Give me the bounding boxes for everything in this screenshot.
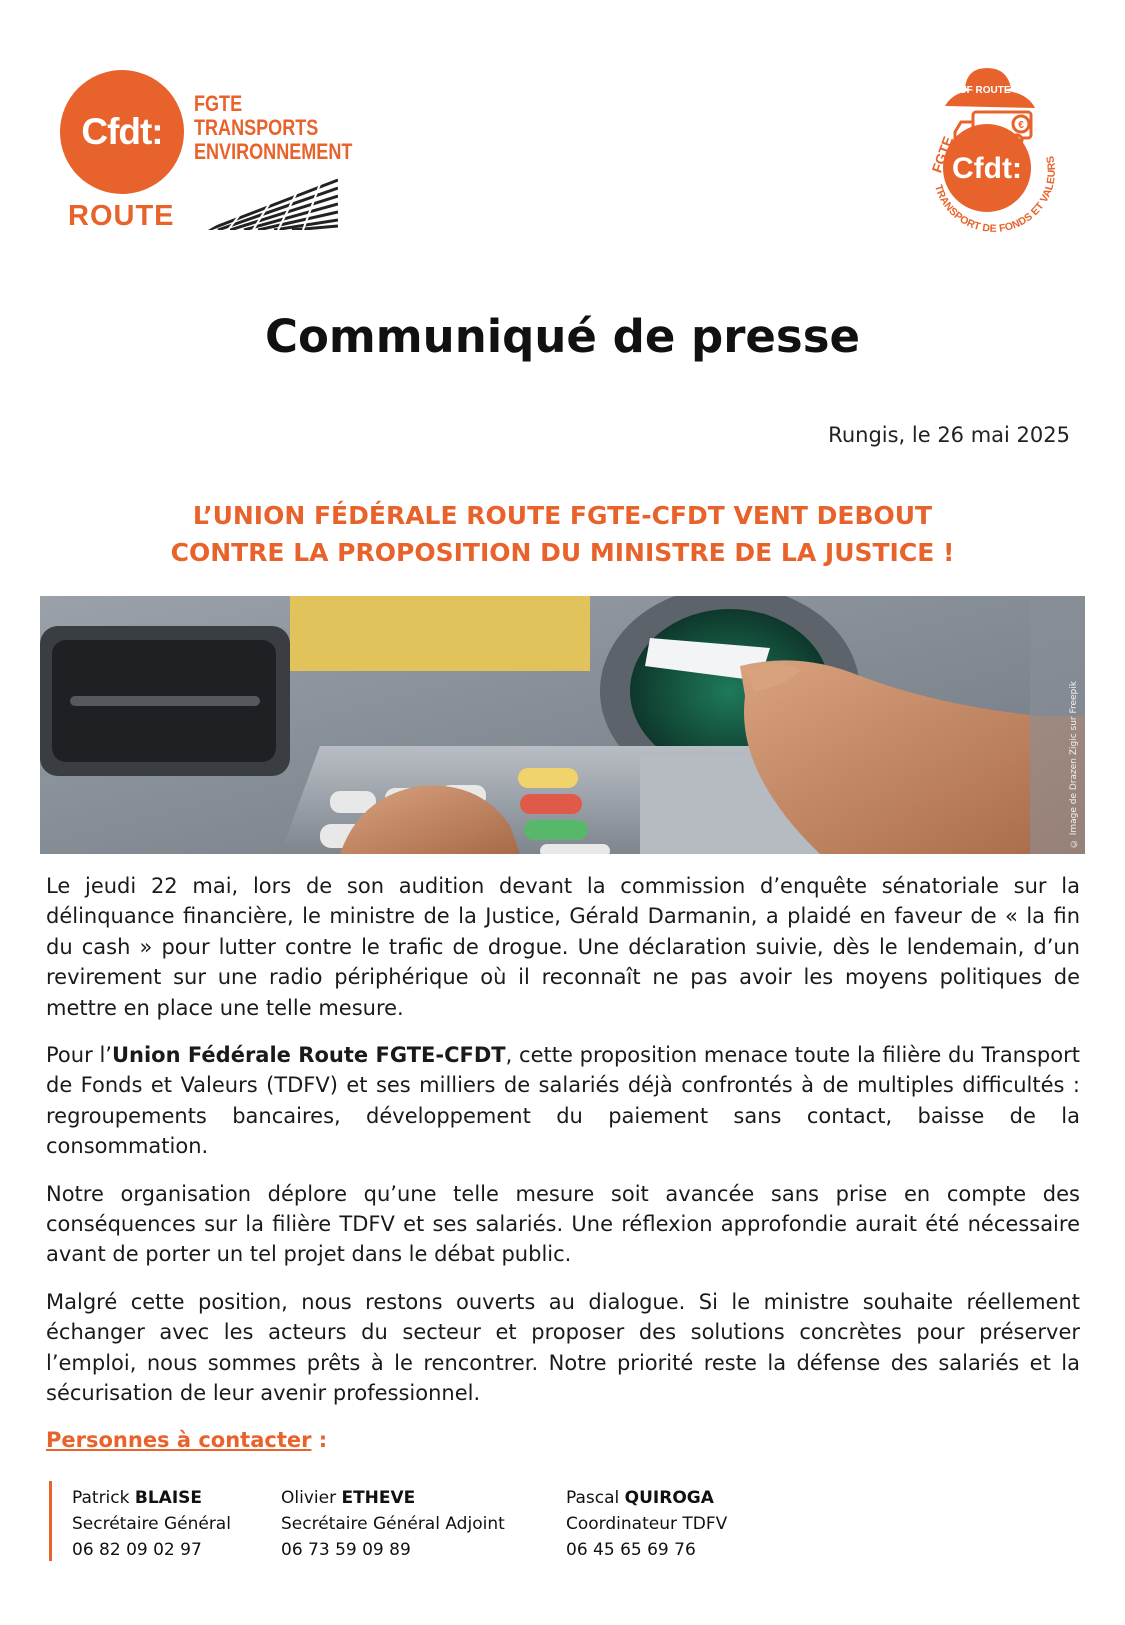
contacts-heading-text: Personnes à contacter — [46, 1428, 312, 1452]
headline-line-1: L’UNION FÉDÉRALE ROUTE FGTE-CFDT VENT DEBOUT — [192, 501, 933, 530]
uf-route-label: UF ROUTE — [959, 85, 1011, 96]
fgte-line-2: TRANSPORTS — [194, 115, 319, 140]
contacts-divider — [49, 1481, 52, 1561]
contact-card — [281, 1485, 505, 1563]
headline — [40, 497, 1085, 571]
contact-card — [566, 1485, 727, 1563]
paragraph-2-prefix: Pour l’ — [46, 1043, 112, 1068]
contact-first-name: Patrick — [72, 1488, 130, 1508]
fgte-side-label: FGTE — [928, 134, 957, 175]
contact-name — [72, 1485, 231, 1511]
contact-phone: 06 73 59 09 89 — [281, 1540, 411, 1560]
contact-phone: 06 82 09 02 97 — [72, 1540, 202, 1560]
contacts-heading-colon: : — [311, 1428, 328, 1452]
contact-phone: 06 45 65 69 76 — [566, 1540, 696, 1560]
atm-illustration — [40, 596, 1085, 854]
paragraph-3: Notre organisation déplore qu’une telle mesure soit avancée sans prise en compte des conséquences sur la filière TDFV et ses salariés. Une réflexion approfondie aurait été nécessaire avant de porter un tel projet dans le débat public. — [46, 1181, 1080, 1267]
contact-role: Secrétaire Général Adjoint — [281, 1514, 505, 1534]
contact-last-name: ETHEVE — [341, 1488, 416, 1508]
tyre-track-icon — [208, 174, 338, 230]
headline-line-2: CONTRE LA PROPOSITION DU MINISTRE DE LA JUSTICE ! — [170, 538, 955, 567]
contact-name — [566, 1485, 727, 1511]
photo-credit: © Image de Drazen Zigic sur Freepik — [1069, 680, 1079, 848]
page-title: Communiqué de presse — [264, 310, 861, 363]
fgte-line-3: ENVIRONNEMENT — [194, 139, 353, 164]
tdfv-emblem-icon — [925, 66, 1075, 236]
cfdt-circle-text: Cfdt: — [81, 111, 163, 152]
contact-card — [72, 1485, 231, 1563]
paragraph-2 — [46, 1040, 1080, 1162]
contact-first-name: Pascal — [566, 1488, 620, 1508]
contact-last-name: QUIROGA — [624, 1488, 714, 1508]
tdfv-arc-text: TRANSPORT DE FONDS ET VALEURS — [932, 154, 1058, 235]
contacts-heading — [46, 1428, 327, 1452]
contact-first-name: Olivier — [281, 1488, 337, 1508]
paragraph-4: Malgré cette position, nous restons ouverts au dialogue. Si le ministre souhaite réellement échanger avec les acteurs du secteur et proposer des solutions concrètes pour préserver l’emploi, nous sommes prêts à le rencontrer. Notre priorité reste la défense des salariés et la sécurisation de leur avenir professionnel. — [46, 1289, 1080, 1406]
paragraph-2-rest: , cette proposition menace toute la filière du Transport de Fonds et Valeurs (TDFV) et ses milliers de salariés déjà confrontés à de multiples difficultés : regroupements bancaires, développement du paiement sans contact, baisse de la consommation. — [46, 1043, 1080, 1159]
cfdt-route-logo — [58, 66, 358, 241]
svg-text:€: € — [1018, 120, 1024, 131]
contact-role: Coordinateur TDFV — [566, 1514, 728, 1534]
route-label: ROUTE — [68, 200, 175, 232]
atm-photo — [40, 596, 1085, 854]
contact-name — [281, 1485, 505, 1511]
contact-last-name: BLAISE — [134, 1488, 203, 1508]
uf-route-tdfv-logo — [925, 66, 1075, 236]
cfdt-circle — [60, 70, 184, 194]
contact-role: Secrétaire Général — [72, 1514, 231, 1534]
date-line: Rungis, le 26 mai 2025 — [828, 423, 1070, 447]
body-text — [46, 871, 1080, 1426]
paragraph-2-organisation: Union Fédérale Route FGTE-CFDT — [111, 1043, 506, 1068]
cfdt-main-text: Cfdt: — [952, 152, 1022, 185]
fgte-line-1: FGTE — [194, 91, 243, 116]
paragraph-1: Le jeudi 22 mai, lors de son audition devant la commission d’enquête sénatoriale sur la délinquance financière, le ministre de la Justice, Gérald Darmanin, a plaidé en faveur de « la fin du cash » pour lutter contre le trafic de drogue. Une déclaration suivie, dès le lendemain, d’un revirement sur une radio périphérique où il reconnaît ne pas avoir les moyens politiques de mettre en place une telle mesure. — [46, 874, 1080, 1020]
fgte-transports-text — [194, 92, 352, 164]
